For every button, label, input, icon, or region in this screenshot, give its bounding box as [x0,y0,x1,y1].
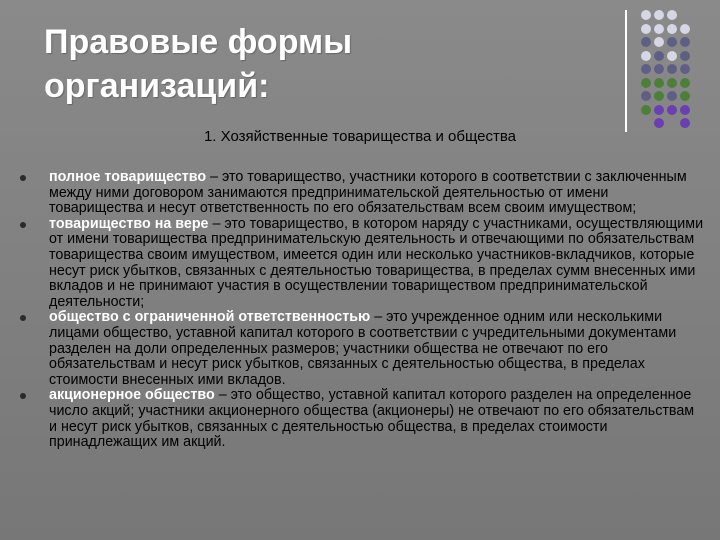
item-text: – это учрежденное одним или несколькими лицами общество, уставной капитал которого в соответствии с учредительными документами разделен на доли определенных размеров; участники общества не отвечают по его обязательствам и несут риск убытков, связанных с деятельностью общества, в пределах стоимости внесенных ими вкладов. [49,309,677,388]
list-item [20,170,704,217]
decorative-dot [680,37,690,47]
decorative-dot [654,51,664,61]
item-text: – это товарищество, в котором наряду с участниками, осуществляющими от имени товарищества предпринимательскую деятельность и отвечающими по обязательствам товарищества своим имуществом, имеется один или несколько участников-вкладчиков, которые несут риск убытков, связанных с деятельностью товарищества, в пределах сумм внесенных ими вкладов и не принимают участия в осуществлении товариществом предпринимательской деятельности; [49,215,704,310]
decorative-dot [680,10,690,20]
item-text: – это общество, уставной капитал которого разделен на определенное число акций; участники акционерного общества (акционеры) не отвечают по его обязательствам и несут риск убытков, связанных с деятельностью общества, в пределах стоимости принадлежащих им акций. [49,387,695,451]
item-paragraph [49,217,704,311]
decorative-dot [654,10,664,20]
item-text: – это товарищество, участники которого в соответствии с заключенным между ними договором занимаются предпринимательской деятельностью от имени товарищества и несут ответственность по его обязательствам всем своим имуществом; [49,169,687,217]
decorative-dot [667,91,677,101]
item-term: общество с ограниченной ответственностью [49,309,371,326]
item-paragraph [49,310,704,388]
decorative-dot [654,37,664,47]
decorative-dot [680,91,690,101]
item-paragraph [49,388,704,450]
decorative-dot [641,105,651,115]
decorative-dot [654,78,664,88]
decorative-dot [667,105,677,115]
item-term: акционерное общество [49,387,215,404]
decorative-dot [654,24,664,34]
bullet-icon [20,175,26,181]
decorative-dot [667,118,677,128]
decorative-dot [680,51,690,61]
decorative-dot [680,78,690,88]
decorative-dot [680,105,690,115]
list-item [20,388,704,450]
decorative-dot [667,51,677,61]
decorative-dot [654,91,664,101]
decorative-dot [641,37,651,47]
decorative-dot [654,105,664,115]
decorative-dot [641,78,651,88]
title-line-2: организаций: [44,67,270,105]
list-item [20,310,704,388]
decorative-dot [680,24,690,34]
decorative-dot-grid [641,10,690,128]
definitions-list [20,170,704,451]
decorative-dot [667,10,677,20]
list-item [20,217,704,311]
bullet-icon [20,393,26,399]
decorative-dot [641,91,651,101]
decorative-dot [667,64,677,74]
decorative-dot [641,118,651,128]
decorative-dot [654,118,664,128]
decorative-dot [641,24,651,34]
slide-subtitle: 1. Хозяйственные товарищества и общества [203,128,517,145]
item-term: полное товарищество [49,169,207,185]
decorative-dot [641,51,651,61]
title-line-1: Правовые формы [44,23,353,61]
decorative-dot [680,64,690,74]
decorative-dot [667,78,677,88]
decorative-dot [680,118,690,128]
item-term: товарищество на вере [49,215,209,232]
bullet-icon [20,315,26,321]
decorative-dot [654,64,664,74]
decorative-dot [667,37,677,47]
decorative-dot [667,24,677,34]
decorative-dot [641,64,651,74]
slide-title [44,20,604,108]
decorative-dot [641,10,651,20]
decorative-divider [625,10,627,132]
bullet-icon [20,222,26,228]
item-paragraph [49,170,704,217]
